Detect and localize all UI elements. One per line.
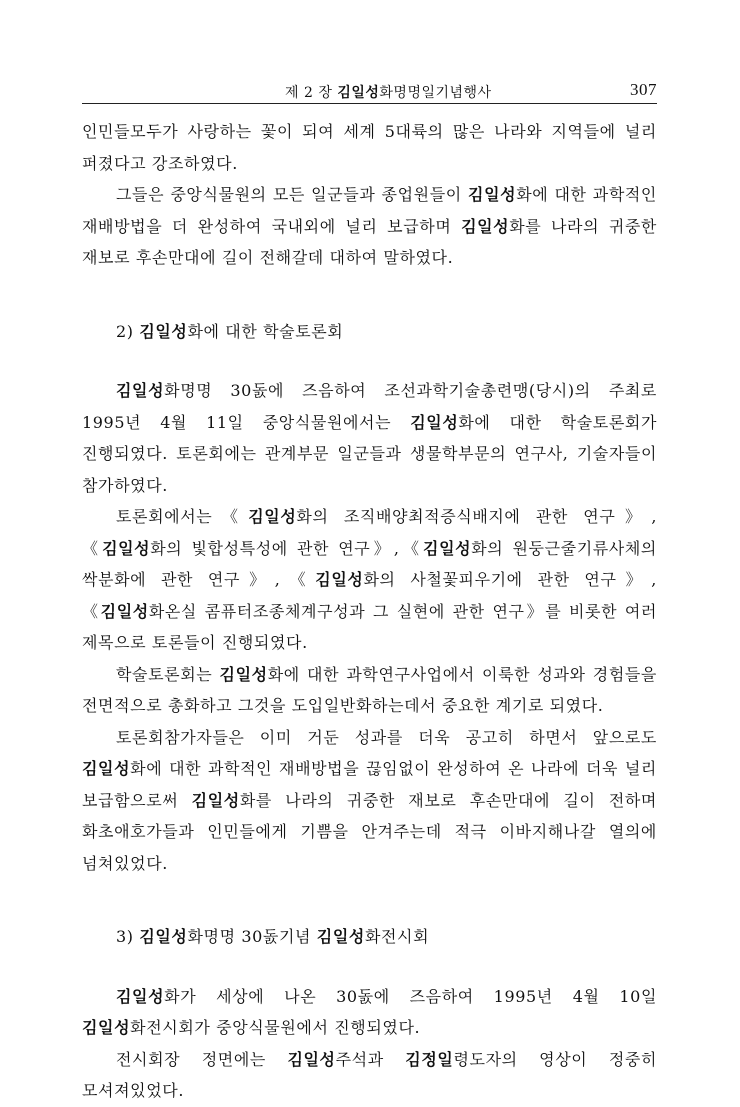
section2-number: 2) [116, 321, 140, 341]
paragraph-5 [82, 659, 657, 722]
paragraph-2 [82, 179, 657, 274]
paragraph-1 [82, 116, 657, 179]
page-body [82, 116, 657, 1107]
p8-text-e: 령도자의 영상이 정중히 모셔져있었다. [82, 1049, 657, 1100]
spacer [82, 347, 657, 375]
p4-text-i: 화의 사철꽃피우기에 관한 연구》,《 [82, 570, 657, 621]
p8-leader-name-2: 김정일 [405, 1049, 454, 1069]
p4-text-e: 화의 빛합성특성에 관한 연구》,《 [150, 538, 424, 558]
p6-text-a: 토론회참가자들은 이미 거둔 성과를 더욱 공고히 하면서 앞으로도 [116, 727, 657, 747]
paragraph-3 [82, 375, 657, 501]
p5-text-a: 학술토론회는 [116, 664, 220, 684]
p6-leader-name-2: 김일성 [191, 790, 240, 810]
p5-text-c: 화에 대한 과학연구사업에서 이룩한 성과와 경험들을 전면적으로 총화하고 그것을 도입일반화하는데서 중요한 계기로 되였다. [82, 664, 657, 715]
section3-text-e: 화전시회 [364, 927, 430, 946]
section2-leader-name: 김일성 [139, 321, 188, 341]
p3-text-d: 화에 대한 학술토론회가 진행되였다. 토론회에는 관계부문 일군들과 생물학부문의 연구사, 기술자들이 참가하였다. [82, 412, 657, 495]
paragraph-8 [82, 1044, 657, 1107]
p1-text: 인민들모두가 사랑하는 꽃이 되여 세계 5대륙의 많은 나라와 지역들에 널리 퍼졌다고 강조하였다. [82, 122, 657, 173]
header-rule [82, 103, 657, 104]
section3-number: 3) [116, 927, 140, 946]
p8-text-a: 전시회장 정면에는 [116, 1049, 288, 1069]
section-heading-3 [82, 921, 657, 953]
chapter-suffix: 화명명일기념행사 [379, 85, 492, 101]
p7-leader-name-2: 김일성 [82, 1018, 131, 1037]
paragraph-6 [82, 722, 657, 880]
p7-text-b: 화가 세상에 나온 30돐에 즈음하여 1995년 4월 10일 [164, 986, 657, 1006]
section3-leader-name-2: 김일성 [316, 927, 365, 946]
p4-text-k: 화온실 콤퓨터조종체계구성과 그 실현에 관한 연구》를 비롯한 여러 제목으로 토론들이 진행되였다. [82, 601, 657, 652]
p6-text-c: 화에 대한 과학적인 재배방법을 끊임없이 완성하여 온 나라에 더욱 널리 보급함으로써 [82, 759, 657, 810]
p8-text-c: 주석과 [335, 1049, 406, 1069]
p7-text-d: 화전시회가 중앙식물원에서 진행되였다. [130, 1018, 421, 1037]
section3-text-c: 화명명 30돐기념 [187, 927, 317, 946]
page-number: 307 [630, 80, 657, 99]
p4-text-c: 화의 조직배양최적증식배지에 관한 연구》,《 [82, 507, 657, 558]
p2-text-c: 화에 대한 과학적인 재배방법을 더 완성하여 국내외에 널리 보급하며 [82, 185, 657, 236]
p4-leader-name-1: 김일성 [248, 507, 297, 526]
chapter-title [285, 82, 492, 102]
spacer [82, 274, 657, 316]
p3-leader-name-1: 김일성 [116, 381, 165, 400]
p5-leader-name: 김일성 [219, 664, 268, 684]
p2-text-a: 그들은 중앙식물원의 모든 일군들과 종업원들이 [116, 185, 469, 204]
section-heading-2 [82, 316, 657, 348]
p4-text-a: 토론회에서는《 [116, 507, 249, 526]
chapter-prefix: 제 2 장 [285, 85, 338, 101]
paragraph-4 [82, 501, 657, 659]
running-header [82, 82, 657, 104]
p6-text-e: 화를 나라의 귀중한 재보로 후손만대에 길이 전하며 화초애호가들과 인민들에게 기쁨을 안겨주는데 적극 이바지해나갈 열의에 넘쳐있었다. [82, 790, 657, 873]
chapter-leader-name: 김일성 [337, 85, 380, 101]
p4-leader-name-5: 김일성 [100, 601, 149, 621]
spacer [82, 879, 657, 921]
section3-leader-name-1: 김일성 [139, 927, 188, 946]
spacer [82, 953, 657, 981]
p3-leader-name-2: 김일성 [410, 412, 459, 432]
p4-leader-name-3: 김일성 [423, 538, 472, 558]
p4-leader-name-4: 김일성 [315, 570, 364, 589]
section2-text: 화에 대한 학술토론회 [187, 321, 344, 341]
p2-leader-name-1: 김일성 [468, 185, 517, 204]
paragraph-7 [82, 981, 657, 1044]
p3-text-b: 화명명 30돐에 즈음하여 조선과학기술총련맹(당시)의 주최로 1995년 4월 11일 중앙식물원에서는 [82, 381, 657, 432]
p4-leader-name-2: 김일성 [102, 538, 151, 558]
p2-text-e: 화를 나라의 귀중한 재보로 후손만대에 길이 전해갈데 대하여 말하였다. [82, 216, 657, 267]
p8-leader-name-1: 김일성 [287, 1049, 336, 1069]
p7-leader-name-1: 김일성 [116, 986, 165, 1006]
p4-text-g: 화의 원둥근줄기류사체의 싹분화에 관한 연구》,《 [82, 538, 657, 589]
p6-leader-name-1: 김일성 [82, 759, 131, 778]
p2-leader-name-2: 김일성 [461, 216, 510, 236]
